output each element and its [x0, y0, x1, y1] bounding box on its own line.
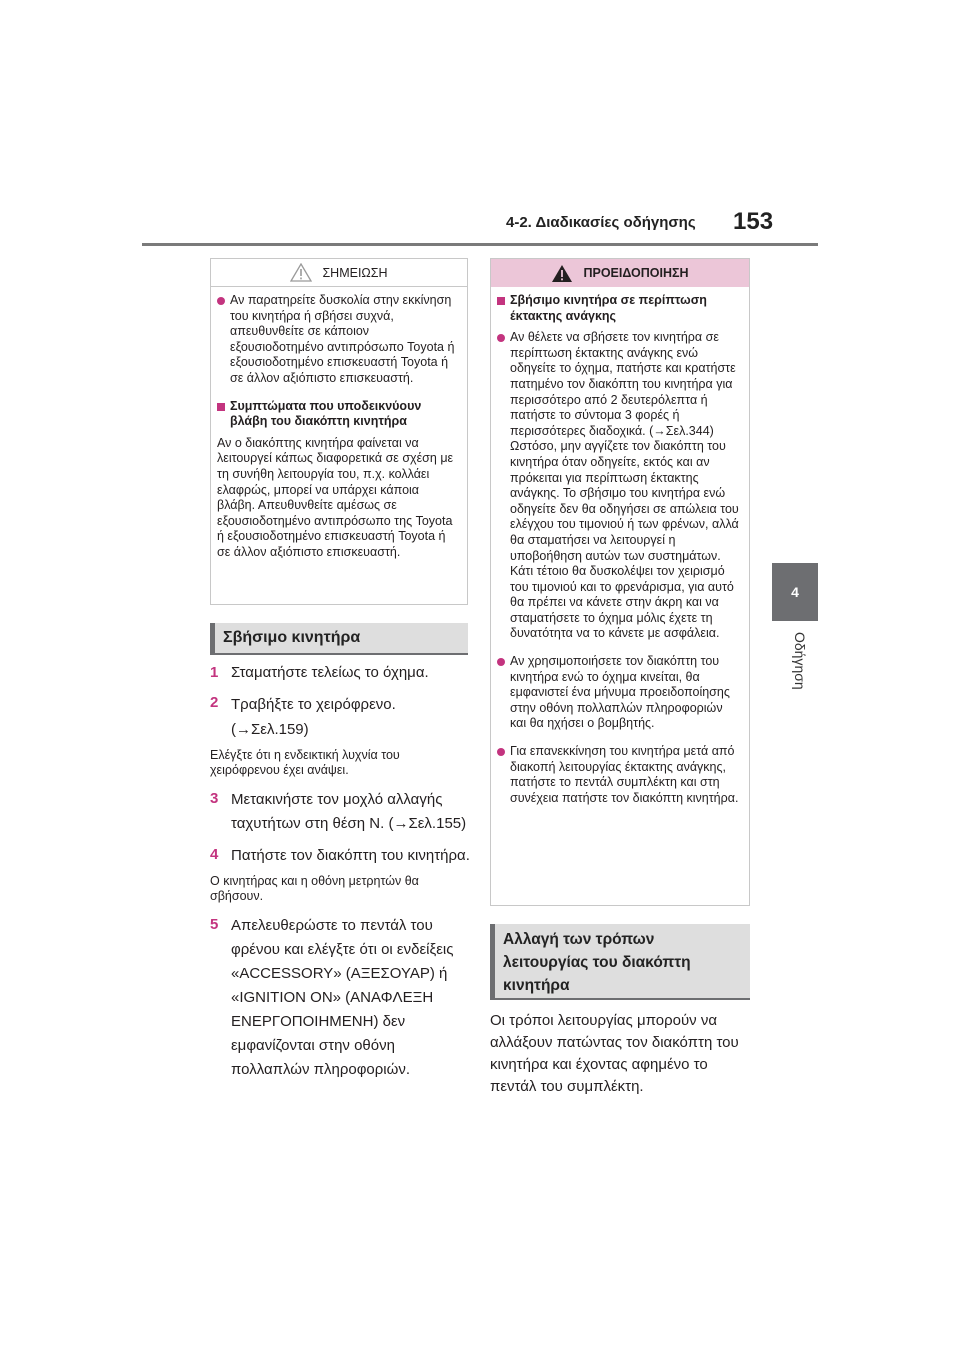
step-text: Μετακινήστε τον μοχλό αλλαγής ταχυτήτων στη θέση N. (→Σελ.155) [231, 791, 467, 832]
step-text: Πατήστε τον διακόπτη του κινητήρα. [231, 847, 470, 864]
warning-box [490, 258, 750, 906]
note-paragraph: Αν ο διακόπτης κινητήρα φαίνεται να λειτουργεί κάπως διαφορετικά σε σχέση με τη συνήθη λειτουργία του, π.χ. κολλάει ελαφρώς, μπορεί να υπάρχει κάποια βλάβη. Απευθυνθείτε αμέσως σε εξουσιοδοτημένο αντιπρόσωπο της Toyota ή εξουσιοδοτημένο επισκευαστή Toyota ή σε άλλον αξιόπιστο επισκευαστή. [217, 435, 454, 559]
warning-bullet [497, 654, 741, 732]
warning-box-title: ΠΡΟΕΙΔΟΠΟΙΗΣΗ [583, 266, 689, 280]
bullet-dot-icon [497, 334, 505, 342]
warning-bullet-text: Αν θέλετε να σβήσετε τον κινητήρα σε περίπτωση έκτακτης ανάγκης ενώ οδηγείτε το όχημα, πατήστε και κρατήστε πατημένο τον διακόπτη του κινητήρα για περισσότερο από 2 δευτερόλεπτα ή πατήστε το σύντομα 3 φορές ή περισσότερες διαδοχικά. (→Σελ.344) Ωστόσο, μην αγγίζετε τον διακόπτη του κινητήρα όταν οδηγείτε, εκτός και αν πρόκειται για περίπτωση έκτακτης ανάγκης. Το σβήσιμο του κινητήρα ενώ οδηγείτε δεν θα οδηγήσει σε απώλεια του ελέγχου του τιμονιού ή των φρένων, αλλά θα σταματήσει να λειτουργεί η υποβοήθηση αυτών των συστημάτων. Κάτι τέτοιο θα δυσκολέψει τον χειρισμό του τιμονιού και το φρενάρισμα, για αυτό θα πρέπει να κάνετε στην άκρη και να σταματήσετε το όχημα μόλις έχετε τη δυνατότητα να το κάνετε με ασφάλεια. [510, 330, 739, 641]
heading-accent-bar [490, 924, 495, 998]
note-bullet-text: Αν παρατηρείτε δυσκολία στην εκκίνηση του κινητήρα ή σβήσει συχνά, απευθυνθείτε σε κάποιον εξουσιοδοτημένο αντιπρόσωπο Toyota ή εξουσιοδοτημένο επισκευαστή Toyota ή σε άλλον αξιόπιστο επισκευαστή. [230, 293, 455, 385]
square-bullet-icon [497, 297, 505, 305]
bullet-dot-icon [497, 658, 505, 666]
warning-bullet-text: Αν χρησιμοποιήσετε τον διακόπτη του κινητήρα ενώ το όχημα κινείται, θα εμφανιστεί ένα μήνυμα προειδοποίησης στην οθόνη πολλαπλών πληροφοριών και θα ηχήσει ο βομβητής. [510, 654, 730, 731]
warning-subheading [497, 293, 741, 324]
caution-triangle-icon [290, 263, 312, 282]
note-subheading-text: Συμπτώματα που υποδεικνύουν βλάβη του διακόπτη κινητήρα [230, 398, 422, 429]
warning-bullet [497, 744, 741, 806]
note-subheading [217, 399, 459, 430]
step-item [210, 788, 472, 836]
note-bullet [217, 293, 459, 387]
bullet-dot-icon [217, 297, 225, 305]
step-number: 2 [210, 694, 219, 711]
step-item [210, 692, 472, 742]
chapter-tab[interactable]: 4 [772, 563, 818, 621]
warning-triangle-icon [551, 264, 573, 283]
note-box-title: ΣΗΜΕΙΩΣΗ [322, 265, 388, 280]
steps-list [210, 662, 472, 1090]
step-text: Τραβήξτε το χειρόφρενο. (→Σελ.159) [231, 696, 396, 738]
warning-bullet-text: Για επανεκκίνηση του κινητήρα μετά από διακοπή λειτουργίας έκτακτης ανάγκης, πατήστε το πεντάλ συμπλέκτη και στη συνέχεια πατήστε τον διακόπτη κινητήρα. [510, 744, 739, 805]
section-heading-text: Σβήσιμο κινητήρα [223, 629, 361, 646]
step-item [210, 844, 472, 868]
warning-box-header [491, 259, 749, 287]
section-heading-text: Αλλαγή των τρόπων λειτουργίας του διακόπτη κινητήρα [503, 931, 691, 994]
step-item [210, 914, 472, 1082]
step-note: Ο κινητήρας και η οθόνη μετρητών θα σβήσουν. [210, 874, 419, 903]
chapter-label: Οδήγηση [792, 632, 808, 690]
step-number: 4 [210, 846, 219, 863]
square-bullet-icon [217, 403, 225, 411]
section-heading-switch-modes [490, 924, 750, 1000]
step-number: 1 [210, 664, 219, 681]
step-text: Απελευθερώστε το πεντάλ του φρένου και ελέγξτε ότι οι ενδείξεις «ACCESSORY» (ΑΞΕΣΟΥΑΡ) ή «IGNITION ON» (ΑΝΑΦΛΕΞΗ ΕΝΕΡΓΟΠΟΙΗΜΕΝΗ) δεν εμφανίζονται στην οθόνη πολλαπλών πληροφοριών. [231, 917, 454, 1078]
section-heading-engine-off [210, 623, 468, 655]
warning-subheading-text: Σβήσιμο κινητήρα σε περίπτωση έκτακτης ανάγκης [510, 293, 707, 323]
note-box-header [211, 259, 467, 287]
switch-modes-paragraph: Οι τρόποι λειτουργίας μπορούν να αλλάξουν πατώντας τον διακόπτη του κινητήρα και έχοντας αφημένο το πεντάλ του συμπλέκτη. [490, 1012, 739, 1095]
step-number: 3 [210, 790, 219, 807]
step-item [210, 662, 472, 684]
warning-bullet [497, 330, 741, 642]
page-number: 153 [733, 208, 774, 235]
note-box [210, 258, 468, 605]
header-rule [142, 243, 818, 246]
bullet-dot-icon [497, 748, 505, 756]
step-note: Ελέγξτε ότι η ενδεικτική λυχνία του χειρόφρενου έχει ανάψει. [210, 748, 400, 777]
step-number: 5 [210, 916, 219, 933]
heading-accent-bar [210, 623, 215, 653]
step-text: Σταματήστε τελείως το όχημα. [231, 664, 429, 681]
section-title: 4-2. Διαδικασίες οδήγησης [506, 214, 696, 231]
